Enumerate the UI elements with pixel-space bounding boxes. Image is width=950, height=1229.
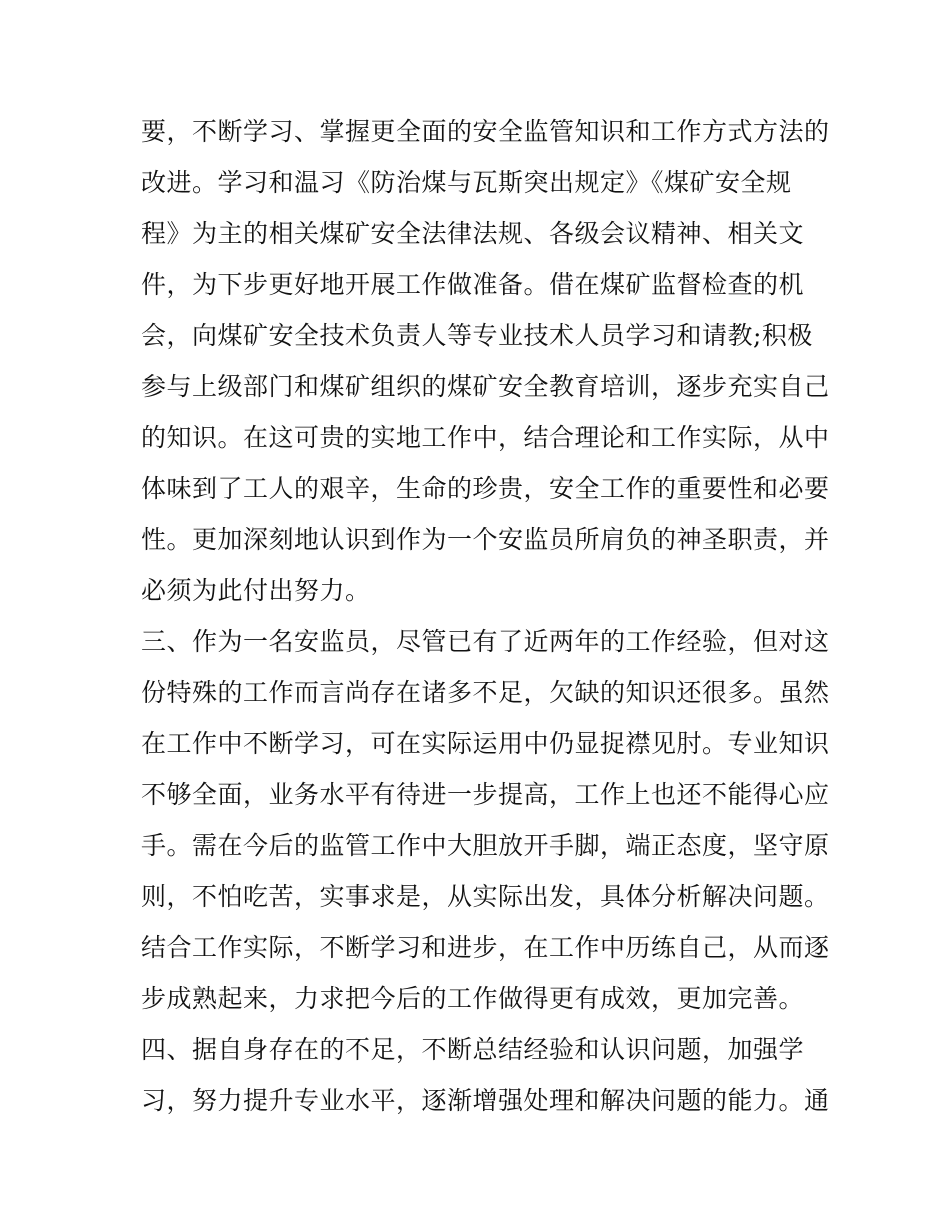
text-line: 手。需在今后的监管工作中大胆放开手脚，端正态度，坚守原 <box>141 831 830 860</box>
text-line: 在工作中不断学习，可在实际运用中仍显捉襟见肘。专业知识 <box>141 729 830 758</box>
text-line: 四、据自身存在的不足，不断总结经验和认识问题，加强学 <box>141 1035 805 1064</box>
text-line: 习，努力提升专业水平，逐渐增强处理和解决问题的能力。通 <box>141 1086 830 1115</box>
text-line: 程》为主的相关煤矿安全法律法规、各级会议精神、相关文 <box>141 219 805 248</box>
text-line: 性。更加深刻地认识到作为一个安监员所肩负的神圣职责，并 <box>141 525 830 554</box>
text-line: 的知识。在这可贵的实地工作中，结合理论和工作实际，从中 <box>141 423 830 452</box>
text-line: 步成熟起来，力求把今后的工作做得更有成效，更加完善。 <box>141 984 805 1013</box>
text-line: 改进。学习和温习《防治煤与瓦斯突出规定》《煤矿安全规 <box>141 168 792 197</box>
text-line: 参与上级部门和煤矿组织的煤矿安全教育培训，逐步充实自己 <box>141 372 830 401</box>
document-body <box>141 106 830 1126</box>
text-line: 三、作为一名安监员，尽管已有了近两年的工作经验，但对这 <box>141 627 830 656</box>
text-line: 份特殊的工作而言尚存在诸多不足，欠缺的知识还很多。虽然 <box>141 678 830 707</box>
text-line: 则，不怕吃苦，实事求是，从实际出发，具体分析解决问题。 <box>141 882 830 911</box>
text-line: 结合工作实际，不断学习和进步，在工作中历练自己，从而逐 <box>141 933 830 962</box>
text-line: 体味到了工人的艰辛，生命的珍贵，安全工作的重要性和必要 <box>141 474 830 503</box>
text-line: 件，为下步更好地开展工作做准备。借在煤矿监督检查的机 <box>141 270 805 299</box>
text-line: 要，不断学习、掌握更全面的安全监管知识和工作方式方法的 <box>141 117 830 146</box>
text-line: 必须为此付出努力。 <box>141 576 371 605</box>
text-line: 会，向煤矿安全技术负责人等专业技术人员学习和请教;积极 <box>141 321 813 350</box>
text-line: 不够全面，业务水平有待进一步提高，工作上也还不能得心应 <box>141 780 830 809</box>
